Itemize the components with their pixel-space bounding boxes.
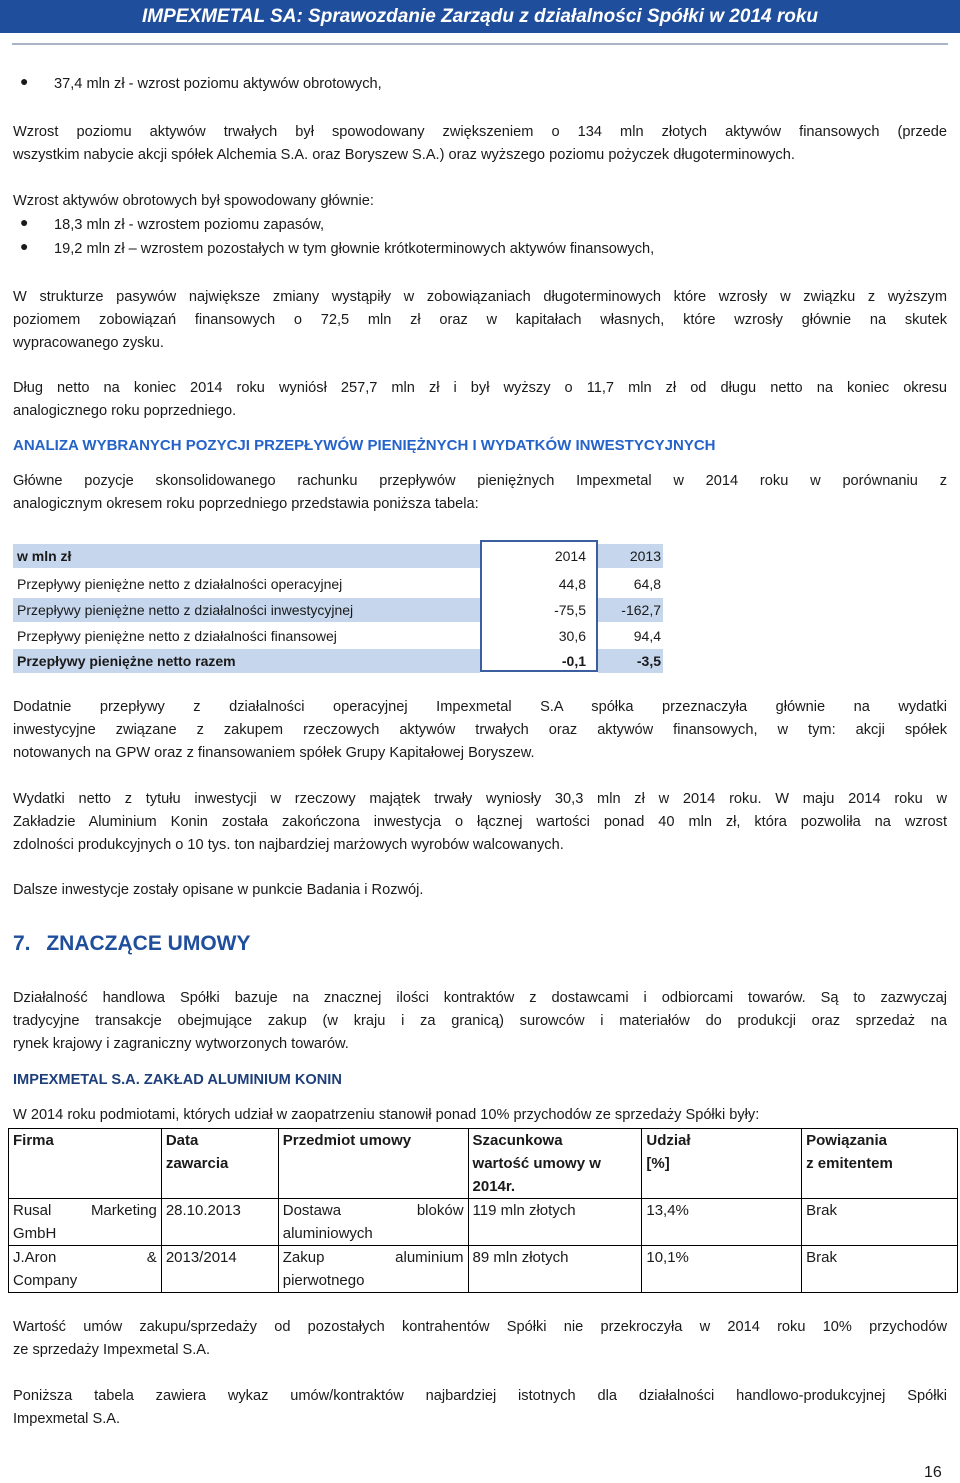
contract-list-line-2: Impexmetal S.A. xyxy=(13,1411,121,1427)
col-relation: Powiązania z emitentem xyxy=(802,1129,958,1199)
net-debt-line-1: Dług netto na koniec 2014 roku wyniósł 257,7 mln zł i był wyższy o 11,7 mln zł od długu netto na koniec okresu xyxy=(13,380,947,396)
konin-intro: W 2014 roku podmiotami, których udział w zaopatrzeniu stanowił ponad 10% przychodów ze sprzedaży Spółki były: xyxy=(13,1107,760,1123)
table-row xyxy=(9,1246,958,1293)
row-label: Przepływy pieniężne netto z działalności inwestycyjnej xyxy=(13,598,480,622)
table-header-row xyxy=(13,544,663,568)
col-value: Szacunkowa wartość umowy w 2014r. xyxy=(468,1129,642,1199)
value-2014: -0,1 xyxy=(480,649,598,673)
other-contracts-line-1: Wartość umów zakupu/sprzedaży od pozostałych kontrahentów Spółki nie przekroczyła w 2014 roku 10% przychodów xyxy=(13,1319,947,1335)
total-row xyxy=(13,649,663,673)
investments-line-3: zdolności produkcyjnych o 10 tys. ton najbardziej marżowych wyrobów walcowanych. xyxy=(13,837,564,853)
contract-list-line-1: Poniższa tabela zawiera wykaz umów/kontraktów najbardziej istotnych dla działalności handlowo-produkcyjnej Spółki xyxy=(13,1388,947,1404)
relation-cell: Brak xyxy=(802,1246,958,1293)
value-cell: 119 mln złotych xyxy=(468,1199,642,1246)
table-row xyxy=(13,598,663,622)
year-2014-header: 2014 xyxy=(480,544,598,568)
fixed-assets-line-2: wszystkim nabycie akcji spółek Alchemia S.A. oraz Boryszew S.A.) oraz wyższego poziomu pożyczek długoterminowych. xyxy=(13,147,795,163)
liabilities-line-1: W strukturze pasywów największe zmiany wystąpiły w zobowiązaniach długoterminowych które wzrosły w związku z wyższym xyxy=(13,289,947,305)
value-2013: -162,7 xyxy=(598,598,663,622)
value-2014: 44,8 xyxy=(480,572,598,596)
col-firm: Firma xyxy=(9,1129,162,1199)
col-subject: Przedmiot umowy xyxy=(278,1129,468,1199)
share-cell: 13,4% xyxy=(642,1199,802,1246)
bullet-dot: ● xyxy=(20,238,29,254)
page-number: 16 xyxy=(924,1464,942,1481)
table-row xyxy=(9,1199,958,1246)
fixed-assets-line-1: Wzrost poziomu aktywów trwałych był spowodowany zwiększeniem o 134 mln złotych aktywów finansowych (przede xyxy=(13,124,947,140)
cashflow-intro-line-2: analogicznym okresem roku poprzedniego przedstawia poniższa tabela: xyxy=(13,496,479,512)
table-header-row xyxy=(9,1129,958,1199)
header-divider xyxy=(12,43,948,45)
firm-cell: J.Aron & Company xyxy=(9,1246,162,1293)
other-contracts-line-2: ze sprzedaży Impexmetal S.A. xyxy=(13,1342,211,1358)
unit-header: w mln zł xyxy=(13,544,480,568)
value-2013: 64,8 xyxy=(633,576,661,592)
operating-line-2: inwestycyjne związane z zakupem rzeczowych aktywów trwałych oraz aktywów finansowych, w tym: akcji spółek xyxy=(13,722,947,738)
relation-cell: Brak xyxy=(802,1199,958,1246)
konin-subsection-heading: IMPEXMETAL S.A. ZAKŁAD ALUMINIUM KONIN xyxy=(13,1072,342,1088)
contracts-line-1: Działalność handlowa Spółki bazuje na znacznej ilości kontraktów z dostawcami i odbiorcami towarów. Są to zazwyczaj xyxy=(13,990,947,1006)
date-cell: 28.10.2013 xyxy=(161,1199,278,1246)
operating-line-1: Dodatnie przepływy z działalności operacyjnej Impexmetal S.A spółka przeznaczyła głównie na wydatki xyxy=(13,699,947,715)
investments-line-1: Wydatki netto z tytułu inwestycji w rzeczowy majątek trwały wyniosły 30,3 mln zł w 2014 roku. W maju 2014 roku w xyxy=(13,791,947,807)
year-2013-header: 2013 xyxy=(598,544,663,568)
contracts-line-2: tradycyjne transakcje obejmujące zakup (w kraju i za granicą) surowców i materiałów do produkcji oraz sprzedaż na xyxy=(13,1013,947,1029)
cashflow-intro-line-1: Główne pozycje skonsolidowanego rachunku przepływów pieniężnych Impexmetal w 2014 roku w porównaniu z xyxy=(13,473,947,489)
col-share: Udział [%] xyxy=(642,1129,802,1199)
investments-line-2: Zakładzie Aluminium Konin została zakończona inwestycja o łącznej wartości ponad 40 mln zł, która pozwoliła na wzrost xyxy=(13,814,947,830)
table-row xyxy=(13,572,663,596)
value-cell: 89 mln złotych xyxy=(468,1246,642,1293)
bullet-dot: ● xyxy=(20,73,29,89)
current-assets-bullet: 37,4 mln zł - wzrost poziomu aktywów obrotowych, xyxy=(54,76,382,92)
value-2013: -3,5 xyxy=(598,649,663,673)
inventory-bullet: 18,3 mln zł - wzrostem poziomu zapasów, xyxy=(54,217,325,233)
further-investments-note: Dalsze inwestycje zostały opisane w punkcie Badania i Rozwój. xyxy=(13,882,424,898)
share-cell: 10,1% xyxy=(642,1246,802,1293)
row-label: Przepływy pieniężne netto razem xyxy=(13,649,480,673)
col-date: Data zawarcia xyxy=(161,1129,278,1199)
value-2013: 94,4 xyxy=(633,628,661,644)
row-label: Przepływy pieniężne netto z działalności finansowej xyxy=(17,628,337,644)
section-title: ZNACZĄCE UMOWY xyxy=(46,932,251,955)
row-label: Przepływy pieniężne netto z działalności operacyjnej xyxy=(17,576,343,592)
cashflow-section-heading: ANALIZA WYBRANYCH POZYCJI PRZEPŁYWÓW PIENIĘŻNYCH I WYDATKÓW INWESTYCYJNYCH xyxy=(13,437,716,454)
subject-cell: Zakup aluminium pierwotnego xyxy=(278,1246,468,1293)
bullet-dot: ● xyxy=(20,214,29,230)
date-cell: 2013/2014 xyxy=(161,1246,278,1293)
liabilities-line-3: wypracowanego zysku. xyxy=(13,335,164,351)
value-2014: 30,6 xyxy=(480,624,598,648)
contracts-line-3: rynek krajowy i zagraniczny wytworzonych towarów. xyxy=(13,1036,349,1052)
subject-cell: Dostawa bloków aluminiowych xyxy=(278,1199,468,1246)
liabilities-line-2: poziomem zobowiązań finansowych o 72,5 mln zł oraz w kapitałach własnych, które wzrosły głównie na skutek xyxy=(13,312,947,328)
section-number: 7. xyxy=(13,932,31,955)
current-assets-intro: Wzrost aktywów obrotowych był spowodowany głównie: xyxy=(13,193,374,209)
report-header: IMPEXMETAL SA: Sprawozdanie Zarządu z działalności Spółki w 2014 roku xyxy=(0,0,960,33)
contracts-table xyxy=(8,1128,958,1293)
operating-line-3: notowanych na GPW oraz z finansowaniem spółek Grupy Kapitałowej Boryszew. xyxy=(13,745,535,761)
firm-cell: Rusal Marketing GmbH xyxy=(9,1199,162,1246)
value-2014: -75,5 xyxy=(480,598,598,622)
net-debt-line-2: analogicznego roku poprzedniego. xyxy=(13,403,237,419)
table-row xyxy=(13,624,663,648)
financial-assets-bullet: 19,2 mln zł – wzrostem pozostałych w tym głownie krótkoterminowych aktywów finansowych, xyxy=(54,241,655,257)
section-7-heading xyxy=(13,930,947,958)
